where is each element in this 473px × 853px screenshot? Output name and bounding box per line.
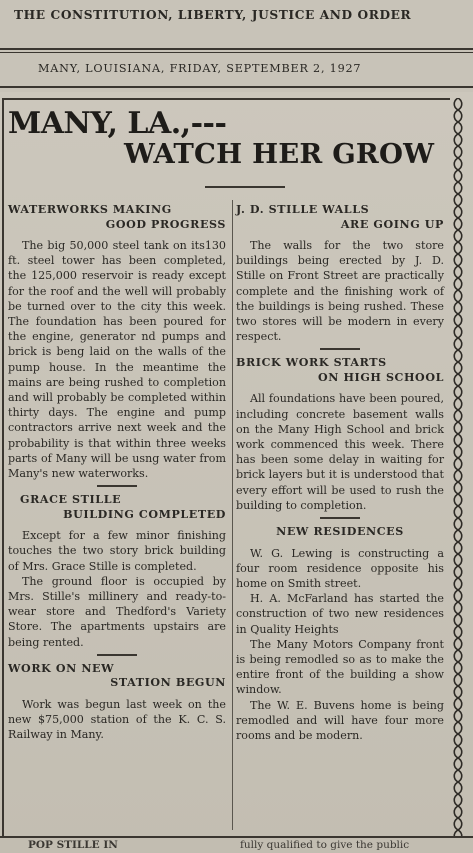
masthead-rule [0, 48, 473, 50]
fragment-left: POP STILLE IN [28, 839, 118, 851]
masthead [0, 0, 473, 92]
story-paragraph: The walls for the two store buildings being erected by J. D. Stille on Front Street are practically complete and the finishing work of the buildings is being rushed. These two stores will be modern in every respect. [236, 239, 444, 344]
decorative-border [451, 98, 465, 838]
headline-line-2: WATCH HER GROW [124, 138, 435, 170]
story-paragraph: Except for a few minor finishing touches the two story brick building of Mrs. Grace Stille is completed. [8, 529, 226, 573]
story-divider [97, 485, 137, 487]
story-paragraph: The ground floor is occupied by Mrs. Stille's millinery and ready-to-wear store and Thedford's Variety Store. The apartments upstairs are being rented. [8, 574, 226, 649]
fragment-right: fully qualified to give the public [240, 839, 410, 851]
story-heading: WATERWORKS MAKING GOOD PROGRESS [8, 203, 226, 231]
masthead-rule-thin [0, 52, 473, 53]
masthead-motto: THE CONSTITUTION, LIBERTY, JUSTICE AND ORDER [14, 8, 412, 22]
headline-line-1: MANY, LA.,--- [8, 106, 227, 141]
story-heading: GRACE STILLE BUILDING COMPLETED [20, 493, 226, 521]
story-heading: J. D. STILLE WALLS ARE GOING UP [236, 203, 444, 231]
story-heading: NEW RESIDENCES [276, 525, 404, 539]
story-paragraph: W. G. Lewing is constructing a four room residence opposite his home on Smith street. [236, 546, 444, 590]
story-paragraph: H. A. McFarland has started the construction of two new residences in Quality Heights [236, 592, 444, 636]
right-column [236, 203, 444, 743]
article-frame-left [2, 98, 4, 838]
left-column [8, 203, 226, 742]
story-heading: WORK ON NEW STATION BEGUN [8, 661, 226, 690]
dateline-rule [0, 86, 473, 88]
story-paragraph: All foundations have been poured, including concrete basement walls on the Many High School and brick work commenced this week. There has been some delay in waiting for brick layers but it is understood that every effort will be used to rush the building to completion. [236, 392, 444, 512]
story-paragraph: The Many Motors Company front is being remodled so as to make the entire front of the building a show window. [236, 637, 444, 697]
bottom-rule [0, 836, 473, 838]
story-paragraph: Work was begun last week on the new $75,000 station of the K. C. S. Railway in Many. [8, 697, 226, 742]
story-heading: BRICK WORK STARTS ON HIGH SCHOOL [236, 356, 444, 384]
dateline: MANY, LOUISIANA, FRIDAY, SEPTEMBER 2, 1927 [38, 62, 362, 75]
article-frame-top [2, 98, 450, 100]
story-paragraph: The W. E. Buvens home is being remodled and will have four more rooms and be modern. [236, 698, 444, 742]
story-divider [320, 517, 360, 519]
story-divider [97, 654, 137, 656]
column-rule [232, 200, 233, 830]
headline-divider [205, 186, 285, 188]
next-article-fragment [0, 836, 473, 853]
story-paragraph: The big 50,000 steel tank on its130 ft. steel tower has been completed, the 125,000 reservoir is ready except for the roof and the well will probably be turned over to the city this week. The foundation has been poured for the engine, generator nd pumps and brick is beng laid on the walls of the pump house. In the meantime the mains are being rushed to completion and will probably be completed within thirty days. The engine and pump contractors arrive next week and the probability is that within three weeks parts of Many will be usng water from Many's new waterworks. [8, 239, 226, 481]
story-divider [320, 348, 360, 350]
